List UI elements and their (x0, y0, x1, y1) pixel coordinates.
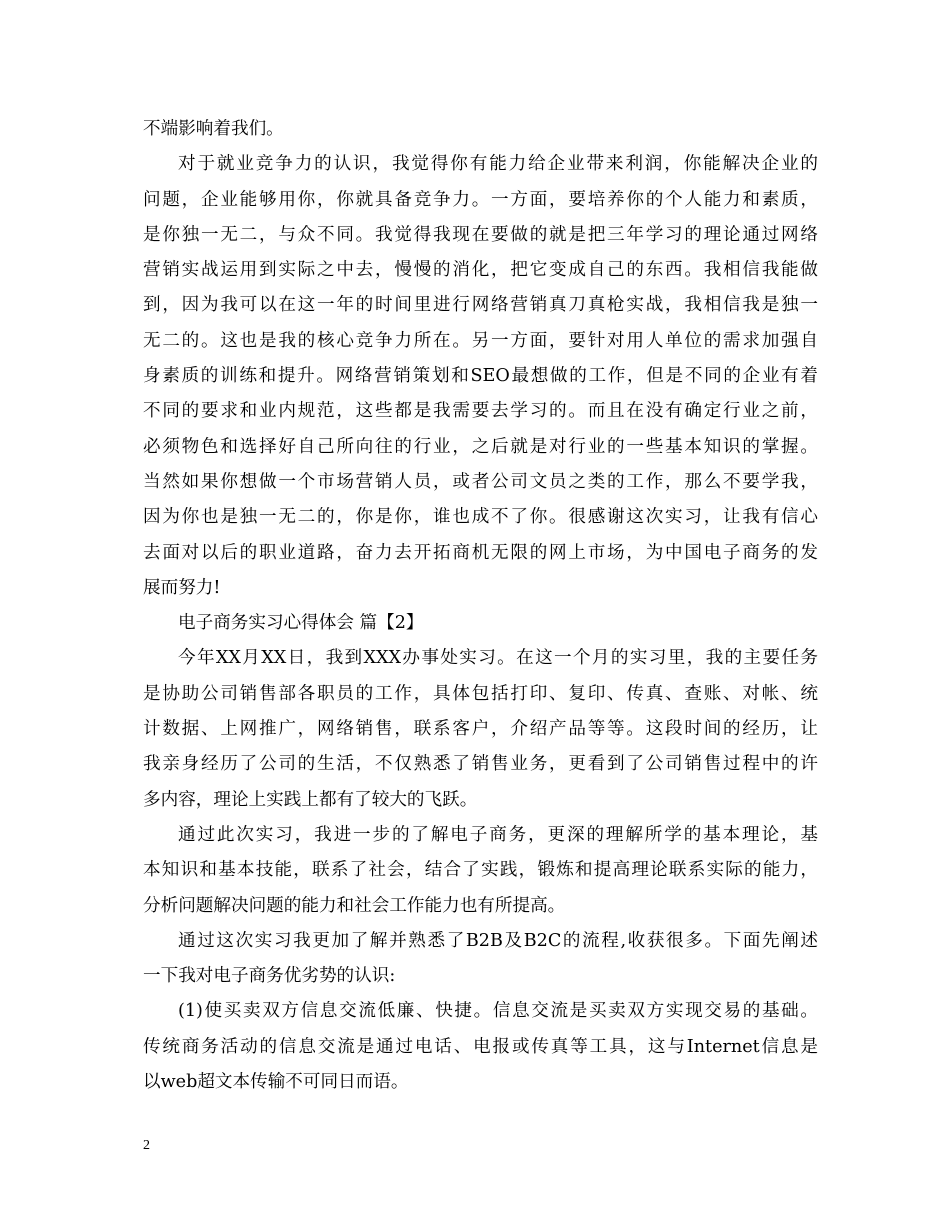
text-line: 不端影响着我们。 (143, 119, 284, 139)
text-line: 是协助公司销售部各职员的工作，具体包括打印、复印、传真、查账、对帐、统 (143, 683, 818, 704)
text-line: 不同的要求和业内规范，这些都是我需要去学习的。而且在没有确定行业之前， (143, 401, 818, 422)
text-line: 营销实战运用到实际之中去，慢慢的消化，把它变成自己的东西。我相信我能做 (143, 260, 818, 281)
text-line: (1)使买卖双方信息交流低廉、快捷。信息交流是买卖双方实现交易的基础。 (178, 1001, 818, 1022)
text-line: 问题，企业能够用你，你就具备竞争力。一方面，要培养你的个人能力和素质， (143, 189, 818, 210)
text-line: 分析问题解决问题的能力和社会工作能力也有所提高。 (143, 895, 566, 916)
document-body (143, 112, 818, 1100)
text-line: 本知识和基本技能，联系了社会，结合了实践，锻炼和提高理论联系实际的能力， (143, 860, 818, 881)
text-line: 传统商务活动的信息交流是通过电话、电报或传真等工具，这与Internet信息是 (143, 1036, 818, 1057)
text-line: 一下我对电子商务优劣势的认识: (143, 966, 396, 987)
text-line: 到，因为我可以在这一年的时间里进行网络营销真刀真枪实战，我相信我是独一 (143, 295, 818, 316)
text-line: 多内容，理论上实践上都有了较大的飞跃。 (143, 789, 478, 810)
text-line: 当然如果你想做一个市场营销人员，或者公司文员之类的工作，那么不要学我， (143, 471, 818, 492)
text-line: 对于就业竞争力的认识，我觉得你有能力给企业带来利润，你能解决企业的 (178, 154, 818, 175)
text-line: 电子商务实习心得体会 篇【2】 (178, 613, 424, 634)
text-line: 去面对以后的职业道路，奋力去开拓商机无限的网上市场，为中国电子商务的发 (143, 542, 818, 563)
text-line: 计数据、上网推广，网络销售，联系客户，介绍产品等等。这段时间的经历，让 (143, 719, 818, 740)
text-line: 展而努力! (143, 577, 221, 598)
text-line: 以web超文本传输不可同日而语。 (143, 1072, 409, 1093)
text-line: 无二的。这也是我的核心竞争力所在。另一方面，要针对用人单位的需求加强自 (143, 330, 818, 351)
text-line: 我亲身经历了公司的生活，不仅熟悉了销售业务，更看到了公司销售过程中的许 (143, 754, 818, 775)
text-line: 今年XX月XX日，我到XXX办事处实习。在这一个月的实习里，我的主要任务 (178, 648, 818, 669)
text-line: 因为你也是独一无二的，你是你，谁也成不了你。很感谢这次实习，让我有信心 (143, 507, 818, 528)
text-line: 通过此次实习，我进一步的了解电子商务，更深的理解所学的基本理论，基 (178, 824, 818, 845)
text-line: 必须物色和选择好自己所向往的行业，之后就是对行业的一些基本知识的掌握。 (143, 436, 818, 457)
page-number: 2 (143, 1138, 150, 1153)
text-line: 通过这次实习我更加了解并熟悉了B2B及B2C的流程,收获很多。下面先阐述 (178, 930, 818, 951)
text-line: 是你独一无二，与众不同。我觉得我现在要做的就是把三年学习的理论通过网络 (143, 224, 818, 245)
text-line: 身素质的训练和提升。网络营销策划和SEO最想做的工作，但是不同的企业有着 (143, 366, 818, 387)
